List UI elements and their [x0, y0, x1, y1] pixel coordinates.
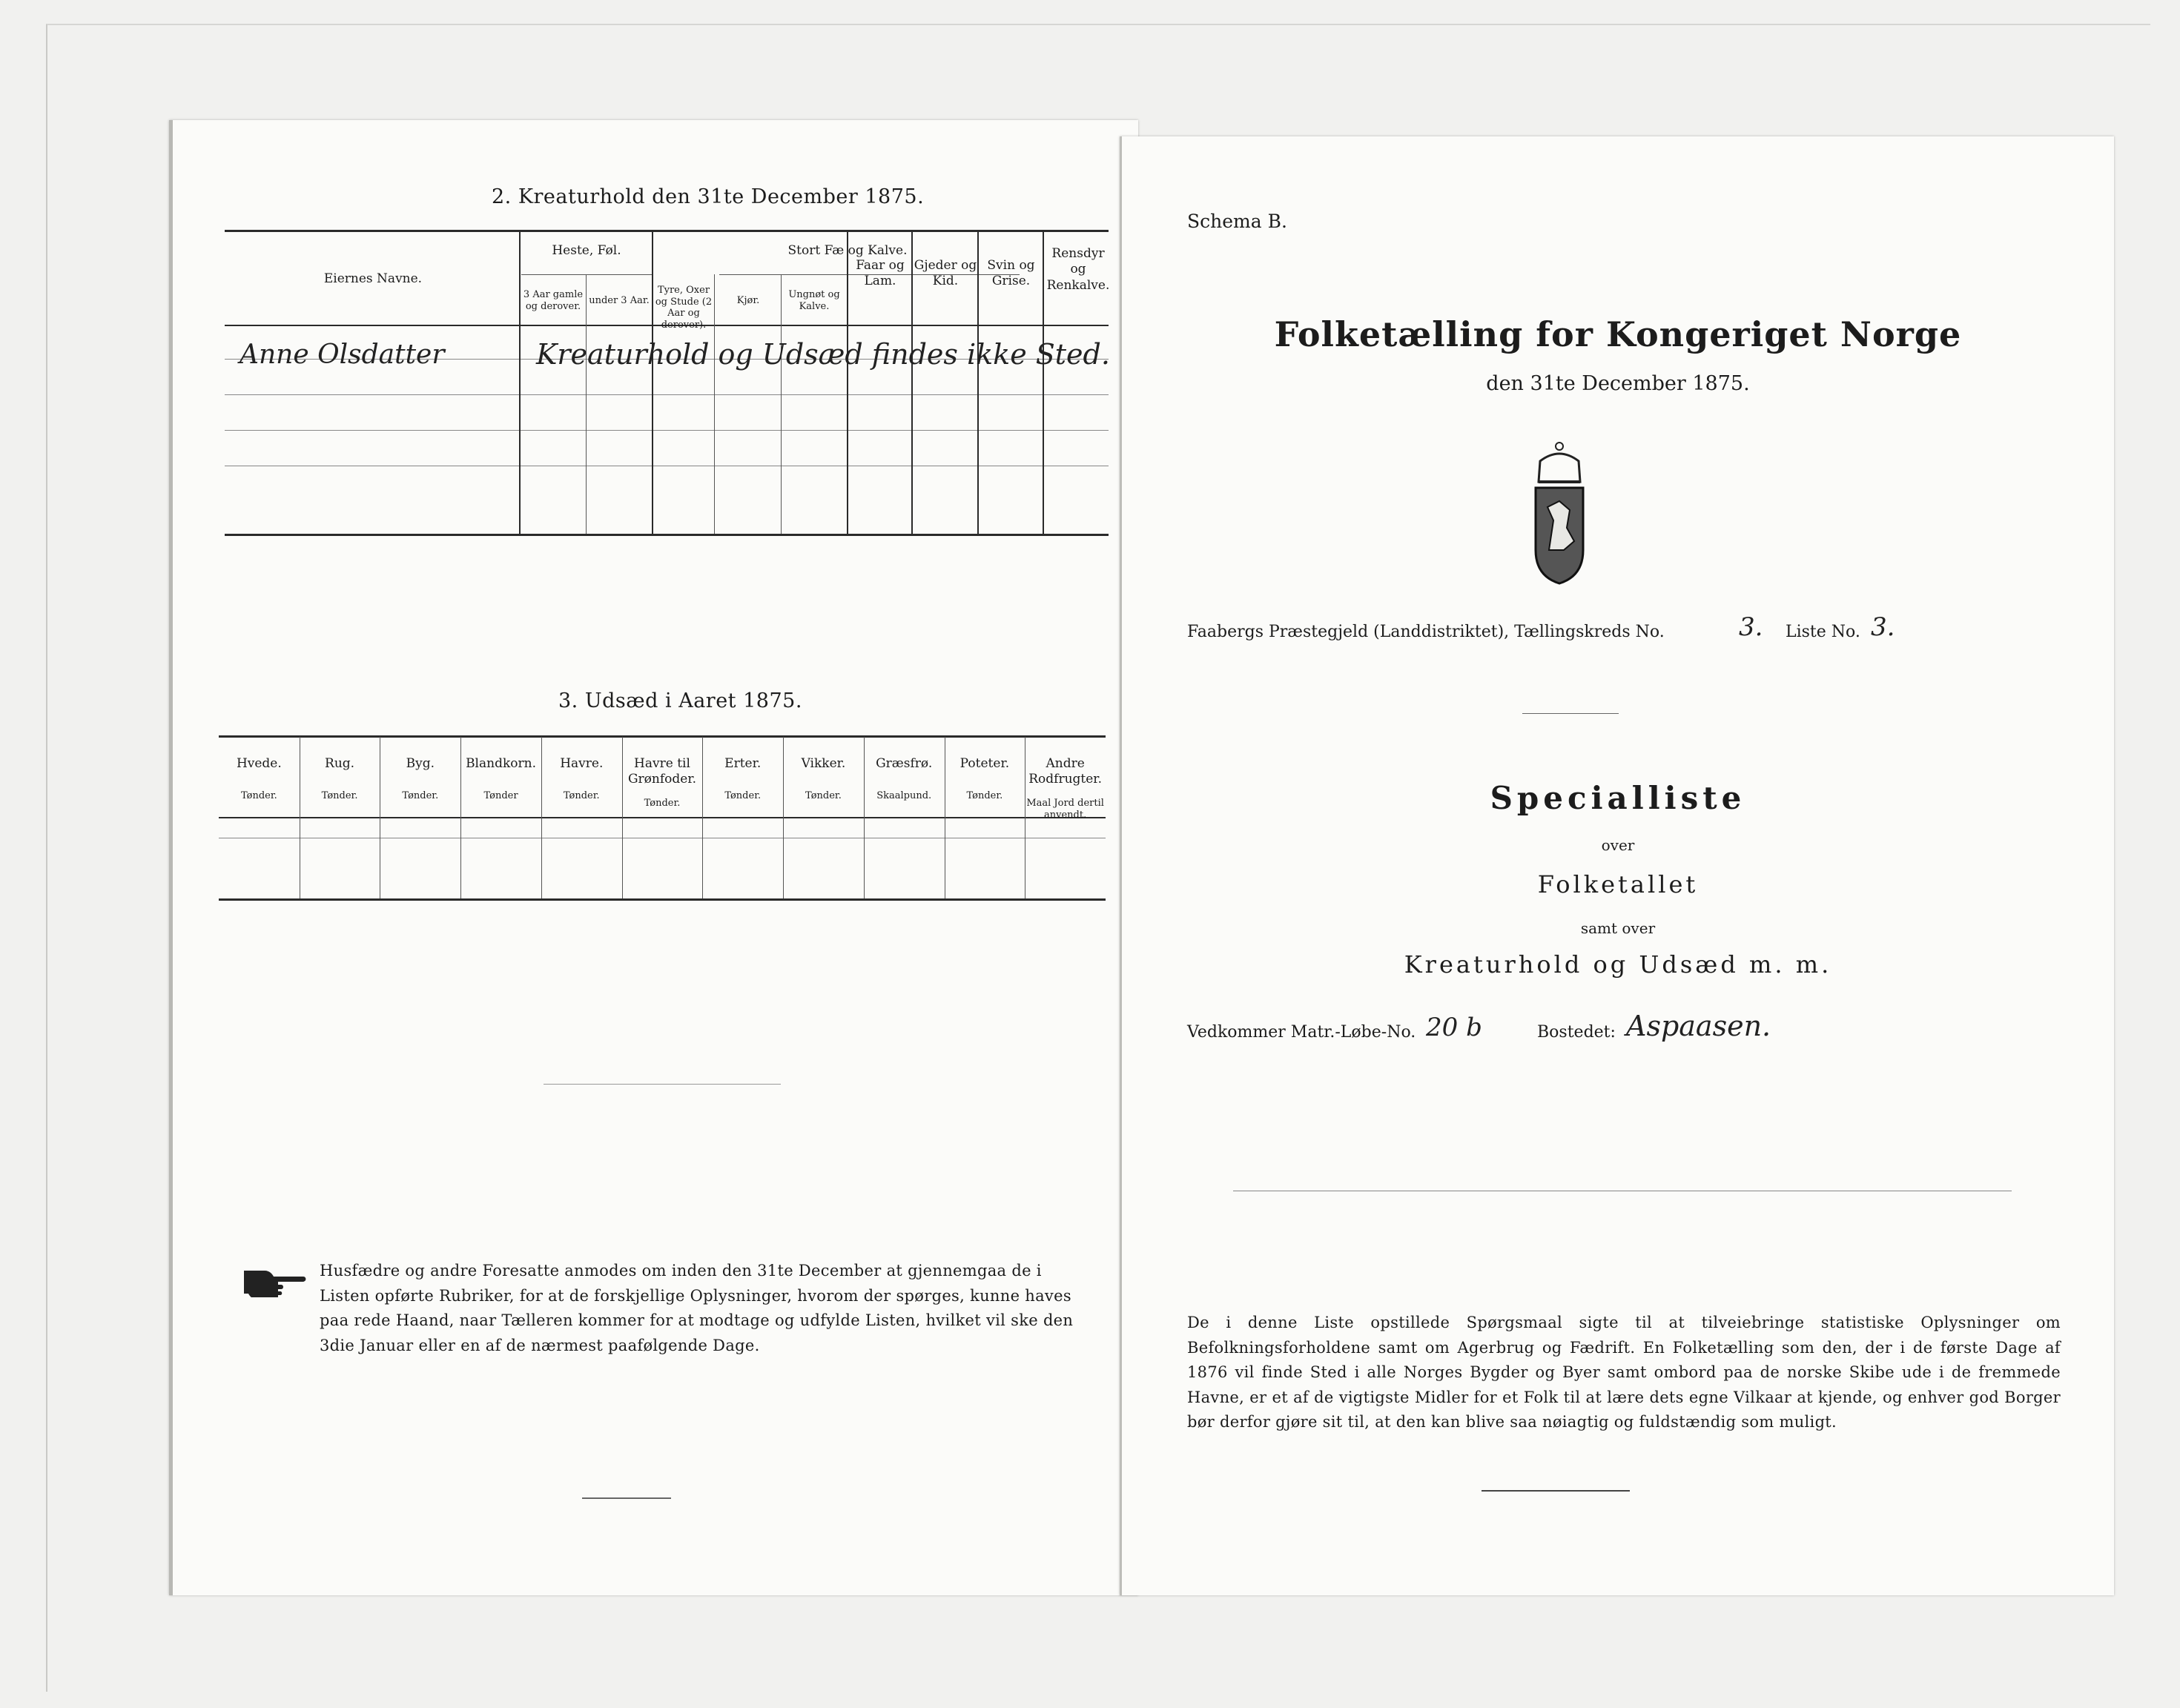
udsaed-col-unit: Tønder. [644, 798, 681, 809]
instructions-notice: Husfædre og andre Foresatte anmodes om inden den 31te December at gjennemgaa de i Listen opførte Rubriker, for at de forskjellige Oplysninger, hvorom der spørges, kunne haves paa rede Haand, naar Tælleren kommer for at modtage og udfylde Listen, hvilket vil ske den 3die Januar eller en af de nærmest paafølgende Dage. [320, 1262, 1074, 1354]
district-number: 3. [1739, 612, 1763, 642]
samt-over-text: samt over [1580, 919, 1656, 937]
col-reindeer: Rensdyr og Renkalve. [1046, 246, 1110, 293]
udsaed-col-divider [702, 737, 703, 898]
udsaed-col-name: Græsfrø. [876, 756, 933, 771]
specialliste-title: Specialliste [1490, 780, 1746, 816]
udsaed-col-unit: Tønder. [402, 790, 439, 801]
udsaed-col-divider [622, 737, 623, 898]
udsaed-col-unit: Tønder. [563, 790, 600, 801]
udsaed-col-name: Rug. [325, 756, 355, 771]
date-line: den 31te December 1875. [1486, 372, 1750, 395]
coat-of-arms-icon [1522, 439, 1596, 587]
udsaed-col-unit: Skaalpund. [876, 790, 932, 801]
schema-label: Schema B. [1187, 211, 1287, 232]
right-page [1120, 136, 2114, 1595]
col-horses: Heste, Føl. [552, 243, 621, 258]
udsaed-col-unit: Tønder. [321, 790, 358, 801]
col-horses-under3: under 3 Aar. [589, 295, 650, 306]
udsaed-col-divider [460, 737, 461, 898]
udsaed-col-unit: Tønder. [724, 790, 762, 801]
udsaed-col-name: Vikker. [801, 756, 846, 771]
bostedet-value: Aspaasen. [1626, 1010, 1771, 1042]
udsaed-col-name: Blandkorn. [466, 756, 536, 771]
liste-number: 3. [1871, 612, 1895, 642]
udsaed-col-divider [783, 737, 784, 898]
col-horses-3yr: 3 Aar gamle og derover. [523, 289, 584, 312]
over-text: over [1601, 836, 1635, 854]
kreaturhold-line: Kreaturhold og Udsæd m. m. [1404, 950, 1832, 979]
handwritten-owner-name: Anne Olsdatter [240, 340, 445, 370]
udsaed-col-name: Erter. [724, 756, 762, 771]
udsaed-col-unit: Maal Jord dertil anvendt. [1026, 798, 1104, 821]
left-page [169, 120, 1138, 1595]
col-owner-name: Eiernes Navne. [323, 271, 423, 286]
udsaed-col-divider [541, 737, 542, 898]
col-cattle-bulls: Tyre, Oxer og Stude (2 Aar og derover). [655, 285, 713, 331]
udsaed-col-name: Byg. [406, 756, 435, 771]
udsaed-col-name: Poteter. [959, 756, 1010, 771]
handwritten-note: Kreaturhold og Udsæd findes ikke Sted. [536, 338, 1110, 371]
col-cattle: Stort Fæ og Kalve. [787, 243, 908, 258]
bostedet-label: Bostedet: [1537, 1023, 1616, 1042]
udsaed-col-unit: Tønder. [240, 790, 277, 801]
col-cattle-young: Ungnøt og Kalve. [788, 289, 840, 312]
folketallet-text: Folketallet [1537, 870, 1699, 898]
district-label: Faabergs Præstegjeld (Landdistriktet), Tællingskreds No. [1187, 623, 1665, 641]
udsaed-col-divider [864, 737, 865, 898]
udsaed-col-unit: Tønder [483, 790, 518, 801]
main-title: Folketælling for Kongeriget Norge [1274, 314, 1962, 354]
section3-title: 3. Udsæd i Aaret 1875. [558, 689, 802, 712]
liste-label: Liste No. [1786, 623, 1860, 641]
matr-label: Vedkommer Matr.-Løbe-No. [1187, 1023, 1416, 1042]
col-goats: Gjeder og Kid. [914, 258, 977, 289]
pointing-hand-icon [241, 1263, 308, 1297]
col-pigs: Svin og Grise. [987, 258, 1035, 289]
udsaed-col-name: Havre. [560, 756, 604, 771]
udsaed-col-unit: Tønder. [966, 790, 1003, 801]
matr-number: 20 b [1426, 1013, 1482, 1042]
udsaed-col-name: Hvede. [236, 756, 282, 771]
udsaed-col-name: Havre til Grønfoder. [627, 756, 696, 787]
col-cattle-cows: Kjør. [736, 295, 760, 306]
col-sheep: Faar og Lam. [856, 258, 905, 289]
footer-text: De i denne Liste opstillede Spørgsmaal sigte til at tilveiebringe statistiske Oplysninger om Befolkningsforholdene samt om Agerbrug og Fædrift. En Folketælling som den, der i de første Dage af 1876 vil finde Sted i alle Norges Bygder og Byer samt ombord paa de norske Skibe ude i de fremmede Havne, er et af de vigtigste Midler for et Folk til at lære dets egne Vilkaar at kjende, og enhver god Borger bør derfor gjøre sit til, at den kan blive saa nøiagtig og fuldstændig som muligt. [1187, 1314, 2061, 1431]
section2-title: 2. Kreaturhold den 31te December 1875. [492, 185, 925, 208]
udsaed-col-unit: Tønder. [805, 790, 842, 801]
udsaed-col-name: Andre Rodfrugter. [1028, 756, 1102, 787]
